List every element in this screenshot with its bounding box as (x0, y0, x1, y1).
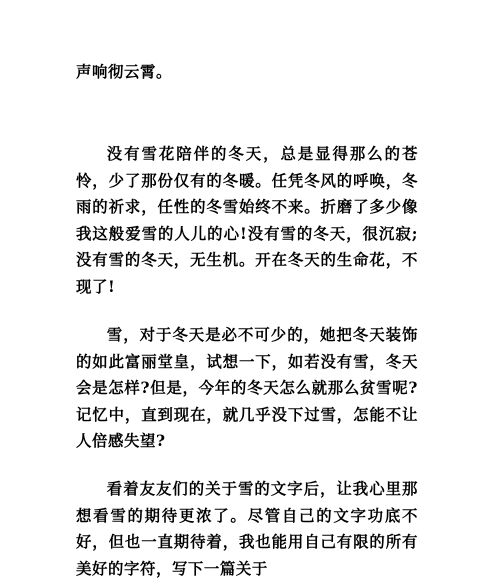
paragraph-continuation: 声响彻云霄。 (76, 63, 172, 81)
paragraph-no-snow-winter: 没有雪花陪伴的冬天，总是显得那么的苍怜，少了那份仅有的冬暖。任凭冬风的呼唤，冬雨的祈求，任性的冬雪始终不来。折磨了多少像我这般爱雪的人儿的心!没有雪的冬天，很沉寂;没有雪的冬天，无生机。开在冬天的生命花，不现了! (76, 145, 418, 296)
paragraph-longing-for-snow: 看着友友们的关于雪的文字后，让我心里那想看雪的期待更浓了。尽管自己的文字功底不好，但也一直期待着，我也能用自己有限的所有美好的字符，写下一篇关于 (76, 480, 418, 578)
paragraph-snow-essential: 雪，对于冬天是必不可少的，她把冬天装饰的如此富丽堂皇，试想一下，如若没有雪，冬天会是怎样?但是，今年的冬天怎么就那么贫雪呢?记忆中，直到现在，就几乎没下过雪，怎能不让人倍感失望? (76, 326, 418, 450)
